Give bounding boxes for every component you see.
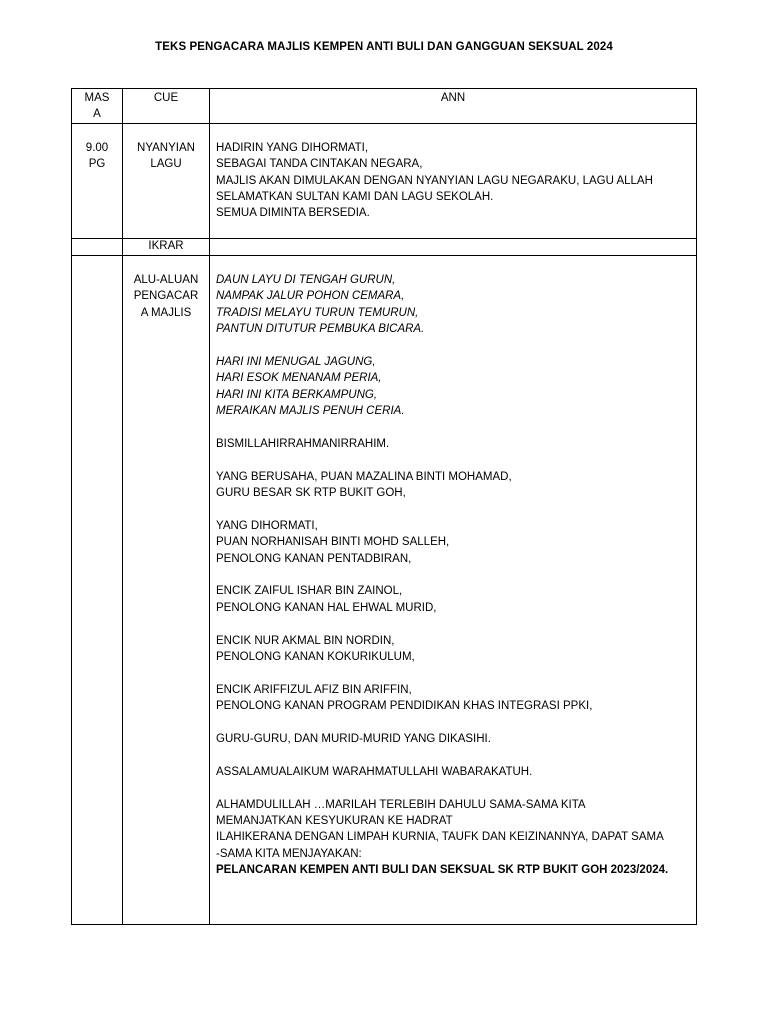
emcee-script-table [71,88,697,925]
row1-ann [210,123,697,238]
ann-line: GURU-GURU, DAN MURID-MURID YANG DIKASIHI. [216,733,491,746]
ann-line: PENOLONG KANAN PROGRAM PENDIDIKAN KHAS INTEGRASI PPKI, [216,700,593,713]
row1-cue-line1: NYANYIAN [137,141,195,154]
row3-cue-line1: ALU-ALUAN [133,273,199,286]
pantun-line: HARI INI KITA BERKAMPUNG, [216,388,378,401]
header-masa-line1: MAS [84,92,110,104]
ann-line: PENOLONG KANAN KOKURIKULUM, [216,651,415,664]
row1-masa-line1: 9.00 [85,141,109,154]
document-title: TEKS PENGACARA MAJLIS KEMPEN ANTI BULI DAN GANGGUAN SEKSUAL 2024 [155,41,613,53]
row1-masa [72,123,123,238]
ann-line: PUAN NORHANISAH BINTI MOHD SALLEH, [216,536,450,549]
pantun-line: HARI INI MENUGAL JAGUNG, [216,355,376,368]
ann-line: SEBAGAI TANDA CINTAKAN NEGARA, [216,158,423,171]
row3-ann [210,255,697,924]
ann-line: GURU BESAR SK RTP BUKIT GOH, [216,487,406,500]
ann-line: ENCIK ZAIFUL ISHAR BIN ZAINOL, [216,585,403,598]
pantun-line: HARI ESOK MENANAM PERIA, [216,372,382,385]
row2-cue-label: IKRAR [148,239,184,252]
bismillah-line: BISMILLAHIRRAHMANIRRAHIM. [216,437,390,450]
ann-line: YANG DIHORMATI, [216,519,318,532]
ann-line: SELAMATKAN SULTAN KAMI DAN LAGU SEKOLAH. [216,191,494,204]
ann-line: -SAMA KITA MENJAYAKAN: [216,847,362,860]
pantun-line: PANTUN DITUTUR PEMBUKA BICARA. [216,323,425,336]
pantun-line: MERAIKAN MAJLIS PENUH CERIA. [216,405,405,418]
event-title-line: PELANCARAN KEMPEN ANTI BULI DAN SEKSUAL SK RTP BUKIT GOH 2023/2024. [216,864,669,877]
row2-cue [123,238,210,255]
header-masa [72,89,123,124]
pantun-line: TRADISI MELAYU TURUN TEMURUN, [216,306,419,319]
row2-ann [210,238,697,255]
table-row [72,255,697,924]
salam-line: ASSALAMUALAIKUM WARAHMATULLAHI WABARAKATUH. [216,765,533,778]
table-row [72,123,697,238]
ann-line: ILAHIKERANA DENGAN LIMPAH KURNIA, TAUFK DAN KEIZINANNYA, DAPAT SAMA [216,831,664,844]
row3-cue-line2: PENGACAR [133,290,199,303]
ann-line: ENCIK ARIFFIZUL AFIZ BIN ARIFFIN, [216,683,412,696]
header-ann-label: ANN [440,92,466,104]
ann-line: HADIRIN YANG DIHORMATI, [216,141,369,154]
header-ann [210,89,697,124]
row3-cue [123,255,210,924]
ann-line: PENOLONG KANAN PENTADBIRAN, [216,552,412,565]
row1-cue [123,123,210,238]
ann-line: YANG BERUSAHA, PUAN MAZALINA BINTI MOHAMAD, [216,470,512,483]
row3-cue-line3: A MAJLIS [140,306,192,319]
ann-line: ENCIK NUR AKMAL BIN NORDIN, [216,634,395,647]
ann-line: ALHAMDULILLAH …MARILAH TERLEBIH DAHULU SAMA-SAMA KITA [216,798,586,811]
row3-masa [72,255,123,924]
pantun-line: DAUN LAYU DI TENGAH GURUN, [216,273,396,286]
row1-cue-line2: LAGU [150,158,182,171]
ann-line: MEMANJATKAN KESYUKURAN KE HADRAT [216,815,453,828]
row1-masa-line2: PG [88,158,106,171]
header-masa-line2: A [93,108,101,121]
table-row [72,238,697,255]
table-header-row [72,89,697,124]
ann-line: PENOLONG KANAN HAL EHWAL MURID, [216,601,437,614]
ann-line: MAJLIS AKAN DIMULAKAN DENGAN NYANYIAN LAGU NEGARAKU, LAGU ALLAH [216,174,653,187]
pantun-line: NAMPAK JALUR POHON CEMARA, [216,290,405,303]
ann-line: SEMUA DIMINTA BERSEDIA. [216,207,370,220]
header-cue-label: CUE [153,92,179,104]
header-cue [123,89,210,124]
row2-masa [72,238,123,255]
